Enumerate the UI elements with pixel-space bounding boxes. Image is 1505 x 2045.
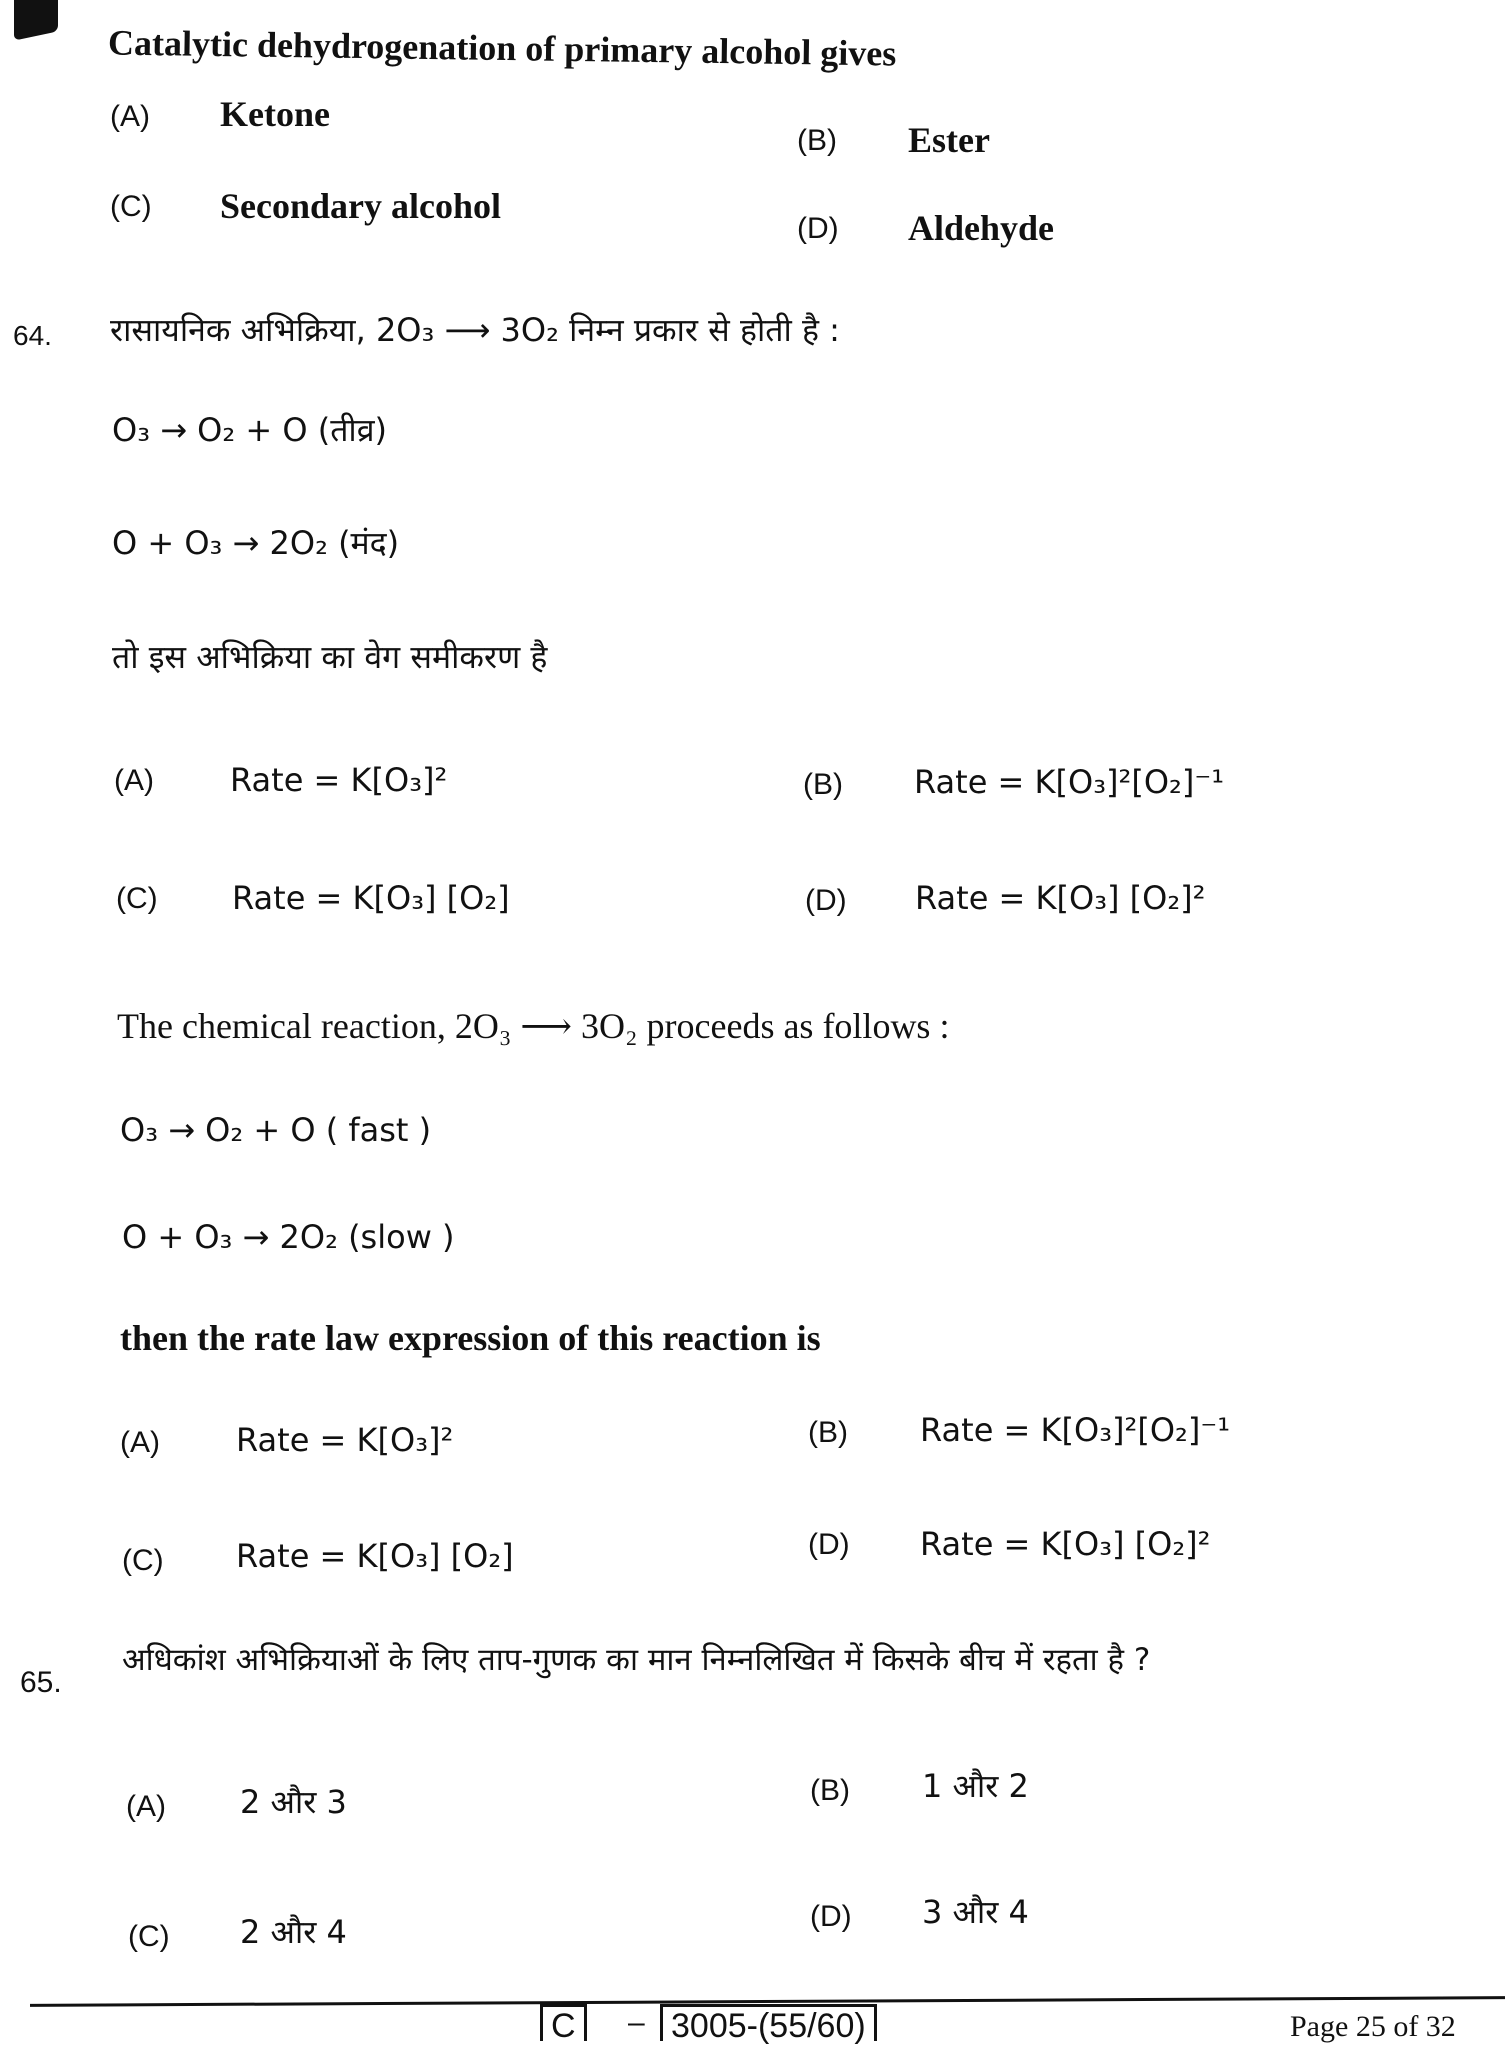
- q65-question: अधिकांश अभिक्रियाओं के लिए ताप-गुणक का मान निम्नलिखित में किसके बीच में रहता है ?: [122, 1642, 1151, 1678]
- q64-english-option-a-label: (A): [120, 1426, 160, 1459]
- q64-english-option-c-label: (C): [122, 1544, 164, 1577]
- footer-dash: –: [628, 2006, 645, 2039]
- q63-option-d: Aldehyde: [908, 208, 1055, 248]
- q65-option-d: 3 और 4: [922, 1893, 1029, 1931]
- q63-question: Catalytic dehydrogenation of primary alcohol gives: [107, 22, 897, 74]
- q64-hindi-step1: O₃ → O₂ + O (तीव्र): [112, 411, 387, 449]
- q64-hindi-option-b-label: (B): [803, 768, 843, 801]
- q65-option-c: 2 और 4: [240, 1913, 347, 1951]
- q65-option-a-label: (A): [126, 1790, 166, 1823]
- q65-option-d-label: (D): [810, 1900, 852, 1933]
- q65-number: 65.: [20, 1666, 62, 1699]
- footer-page-number: Page 25 of 32: [1290, 2010, 1456, 2043]
- q64-hindi-option-d-label: (D): [805, 884, 847, 917]
- q63-option-c-label: (C): [110, 190, 152, 223]
- q63-option-d-label: (D): [797, 212, 839, 245]
- q64-english-question: The chemical reaction, 2O₃ ⟶ 3O₂ proceeds as follows :: [117, 1006, 950, 1046]
- q63-option-a-label: (A): [110, 100, 150, 133]
- q63-option-b: Ester: [908, 120, 990, 160]
- q64-english-option-d-label: (D): [808, 1528, 850, 1561]
- q64-english-option-b-label: (B): [808, 1416, 848, 1449]
- q63-option-a: Ketone: [220, 94, 330, 134]
- q64-english-option-b: Rate = K[O₃]²[O₂]⁻¹: [920, 1411, 1231, 1449]
- q64-english-prompt: then the rate law expression of this reaction is: [120, 1318, 821, 1358]
- q64-english-option-c: Rate = K[O₃] [O₂]: [236, 1537, 514, 1575]
- q64-english-step1: O₃ → O₂ + O ( fast ): [120, 1111, 432, 1149]
- q64-english-step2: O + O₃ → 2O₂ (slow ): [122, 1218, 455, 1256]
- q65-option-b: 1 और 2: [922, 1767, 1029, 1805]
- q64-hindi-step2: O + O₃ → 2O₂ (मंद): [112, 524, 400, 562]
- q65-option-c-label: (C): [128, 1920, 170, 1953]
- q64-english-option-a: Rate = K[O₃]²: [236, 1421, 454, 1459]
- footer-series-box: C: [540, 2004, 587, 2041]
- q64-hindi-question: रासायनिक अभिक्रिया, 2O₃ ⟶ 3O₂ निम्न प्रकार से होती है :: [110, 311, 840, 349]
- q64-hindi-option-c: Rate = K[O₃] [O₂]: [232, 879, 510, 917]
- q65-option-b-label: (B): [810, 1774, 850, 1807]
- q63-option-b-label: (B): [797, 124, 837, 157]
- q64-hindi-option-a-label: (A): [114, 764, 154, 797]
- q65-option-a: 2 और 3: [240, 1783, 347, 1821]
- q64-hindi-option-b: Rate = K[O₃]²[O₂]⁻¹: [914, 763, 1225, 801]
- page-corner-mark: [14, 0, 58, 41]
- q64-english-option-d: Rate = K[O₃] [O₂]²: [920, 1525, 1211, 1563]
- footer-code-box: 3005-(55/60): [660, 2004, 877, 2041]
- q63-option-c: Secondary alcohol: [220, 186, 502, 226]
- q64-hindi-option-d: Rate = K[O₃] [O₂]²: [915, 879, 1206, 917]
- q64-hindi-option-a: Rate = K[O₃]²: [230, 761, 448, 799]
- q64-number: 64.: [13, 320, 52, 351]
- q64-hindi-prompt: तो इस अभिक्रिया का वेग समीकरण है: [112, 638, 548, 676]
- q64-hindi-option-c-label: (C): [116, 882, 158, 915]
